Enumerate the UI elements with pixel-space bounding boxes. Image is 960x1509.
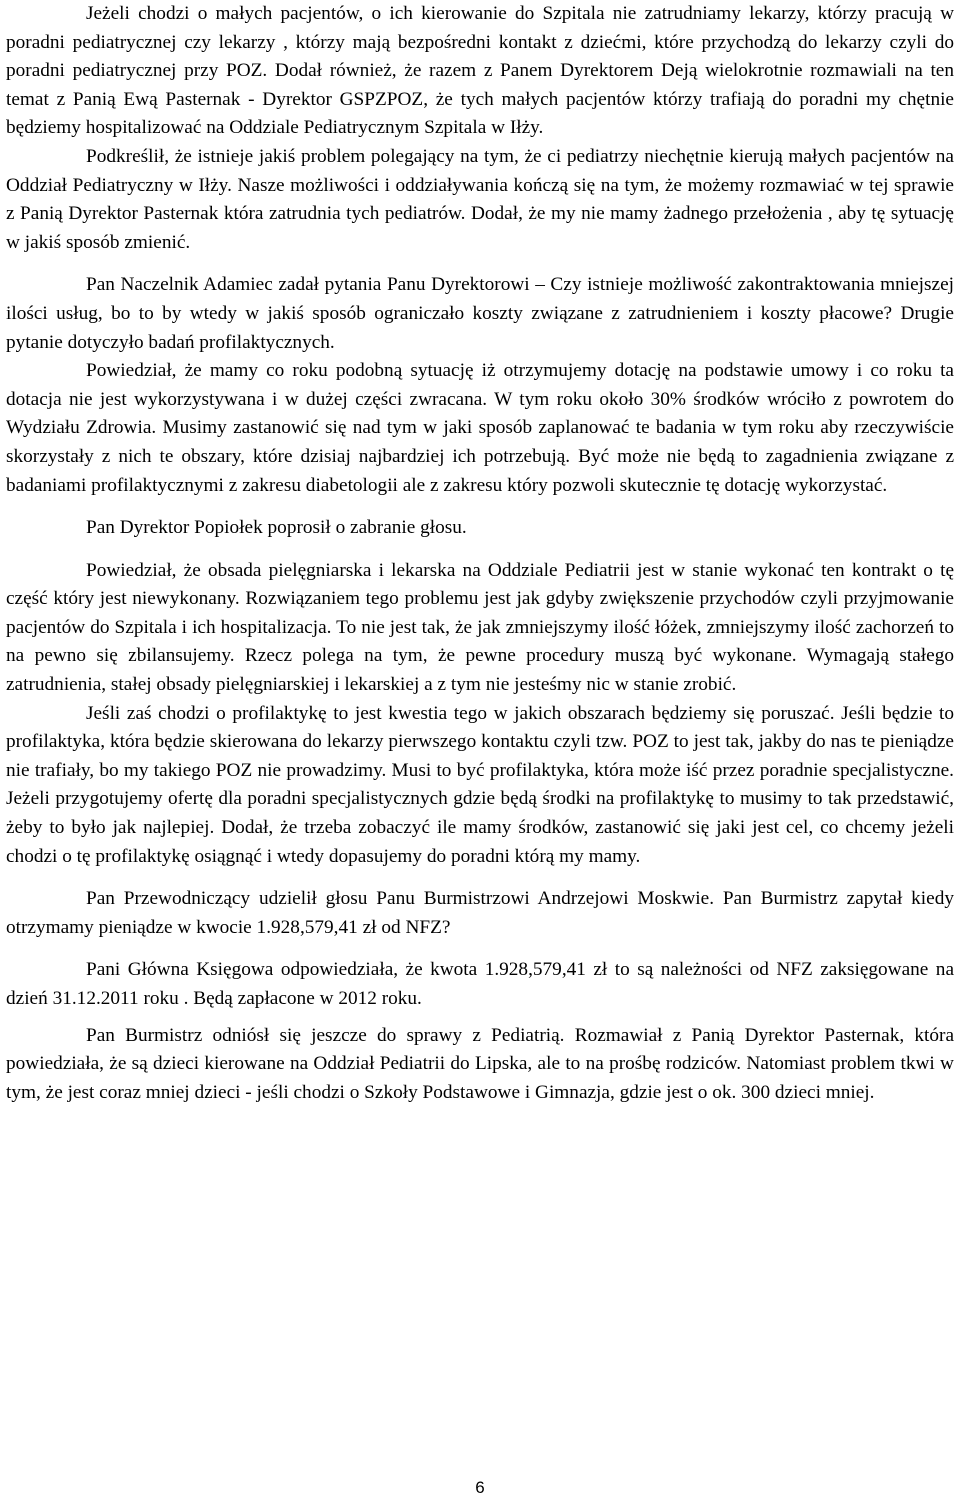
paragraph-2: Podkreślił, że istnieje jakiś problem polegający na tym, że ci pediatrzy niechętnie kierują małych pacjentów na Oddział Pediatryczny w Iłży. Nasze możliwości i oddziaływania kończą się na tym, że możemy rozmawiać w tej sprawie z Panią Dyrektor Pasternak która zatrudnia tych pediatrów. Dodał, że my nie mamy żadnego przełożenia , aby tę sytuację w jakiś sposób zmienić. — [6, 145, 954, 253]
paragraph-6: Powiedział, że obsada pielęgniarska i lekarska na Oddziale Pediatrii jest w stanie wykonać ten kontrakt o tę część który jest niewykonany. Rozwiązaniem tego problemu jest jak gdyby zwiększenie przychodów czyli przyjmowanie pacjentów do Szpitala i ich hospitalizacja. To nie jest tak, że jak zmniejszymy ilość łóżek, zmniejszymy ilość zachorzeń to na pewno się zbilansujemy. Rzecz polega na tym, że pewne procedury muszą być wykonane. Wymagają stałego zatrudnienia, stałej obsady pielęgniarskiej i lekarskiej a z tym nie jesteśmy nic w stanie zrobić. — [6, 559, 954, 696]
paragraph-8: Pan Przewodniczący udzielił głosu Panu Burmistrzowi Andrzejowi Moskwie. Pan Burmistrz zapytał kiedy otrzymamy pieniądze w kwocie 1.928,579,41 zł od NFZ? — [6, 888, 954, 938]
page-number: 6 — [475, 1478, 485, 1497]
paragraph-10: Pan Burmistrz odniósł się jeszcze do sprawy z Pediatrią. Rozmawiał z Panią Dyrektor Pasternak, która powiedziała, że są dzieci kierowane na Oddział Pediatrii do Lipska, ale to na prośbę rodziców. Natomiast problem tkwi w tym, że jest coraz mniej dzieci - jeśli chodzi o Szkoły Podstawowe i Gimnazja, gdzie jest o ok. 300 dzieci mniej. — [6, 1024, 954, 1103]
paragraph-5: Pan Dyrektor Popiołek poprosił o zabranie głosu. — [86, 517, 467, 539]
paragraph-3: Pan Naczelnik Adamiec zadał pytania Panu Dyrektorowi – Czy istnieje możliwość zakontraktowania mniejszej ilości usług, bo to by wtedy w jakiś sposób ograniczało koszty związane z zatrudnieniem i koszty płacowe? Drugie pytanie dotyczyło badań profilaktycznych. — [6, 274, 954, 353]
paragraph-4: Powiedział, że mamy co roku podobną sytuację iż otrzymujemy dotację na podstawie umowy i co roku ta dotacja nie jest wykorzystywana i w dużej części zwracana. W tym roku około 30% środków wróciło z powrotem do Wydziału Zdrowia. Musimy zastanowić się nad tym w jaki sposób zaplanować te badania w tym roku aby rzeczywiście skorzystały z nich te obszary, które dzisiaj najbardziej ich potrzebują. Być może nie będą to zagadnienia związane z badaniami profilaktycznymi z zakresu diabetologii ale z zakresu który pozwoli skutecznie tę dotację wykorzystać. — [6, 360, 954, 496]
paragraph-9: Pani Główna Księgowa odpowiedziała, że kwota 1.928,579,41 zł to są należności od NFZ zaksięgowane na dzień 31.12.2011 roku . Będą zapłacone w 2012 roku. — [6, 959, 954, 1009]
document-page — [6, 0, 954, 1107]
paragraph-1: Jeżeli chodzi o małych pacjentów, o ich kierowanie do Szpitala nie zatrudniamy lekarzy, którzy pracują w poradni pediatrycznej czy lekarzy , którzy mają bezpośredni kontakt z dziećmi, które przychodzą do lekarzy czyli do poradni pediatrycznej przy POZ. Dodał również, że razem z Panem Dyrektorem Deją wielokrotnie rozmawiali na ten temat z Panią Ewą Pasternak - Dyrektor GSPZPOZ, że tych małych pacjentów którzy trafiają do poradni my chętnie będziemy hospitalizować na Oddziale Pediatrycznym Szpitala w Iłży. — [6, 3, 954, 139]
paragraph-7: Jeśli zaś chodzi o profilaktykę to jest kwestia tego w jakich obszarach będziemy się poruszać. Jeśli będzie to profilaktyka, która będzie skierowana do lekarzy pierwszego kontaktu czyli tzw. POZ to jest tak, jakby do nas te pieniądze nie trafiały, bo my takiego POZ nie prowadzimy. Musi to być profilaktyka, która może iść przez poradnie specjalistyczne. Jeżeli przygotujemy ofertę dla poradni specjalistycznych gdzie będą środki na profilaktykę to musimy to tak przedstawić, żeby to było jak najlepiej. Dodał, że trzeba zobaczyć ile mamy środków, zastanowić się jaki jest cel, co chcemy jeżeli chodzi o tę profilaktykę osiągnąć i wtedy dopasujemy do poradni którą my mamy. — [6, 702, 954, 867]
